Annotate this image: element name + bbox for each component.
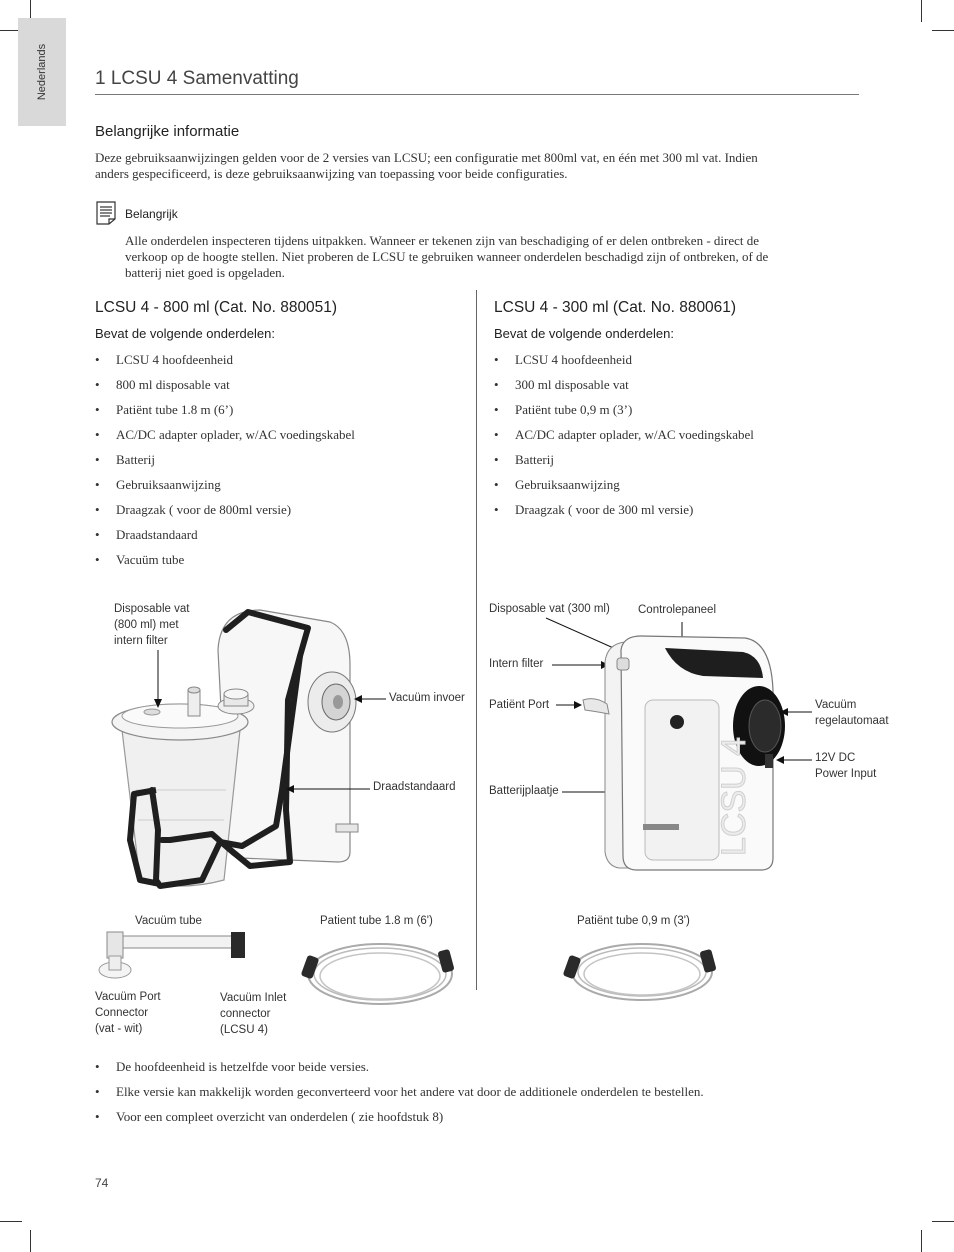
language-tab-label: Nederlands <box>36 43 48 101</box>
label-patient-tube-18: Patient tube 1.8 m (6') <box>320 915 433 927</box>
list-item: • Patiënt tube 1.8 m (6’) <box>95 402 355 427</box>
label-control-panel: Controlepaneel <box>638 604 717 616</box>
label-canister-800: Disposable vat (800 ml) met intern filter <box>114 603 190 647</box>
list-item: • AC/DC adapter oplader, w/AC voedingskabel <box>95 427 355 452</box>
label-intern-filter: Intern filter <box>489 658 544 670</box>
right-column-title: LCSU 4 - 300 ml (Cat. No. 880061) <box>494 299 737 316</box>
list-item: • Batterij <box>494 452 754 477</box>
label-inlet-connector: Vacuüm Inlet connector (LCSU 4) <box>220 992 287 1036</box>
list-item: • 800 ml disposable vat <box>95 377 355 402</box>
section-heading: Belangrijke informatie <box>95 123 240 140</box>
chapter-title: 1 LCSU 4 Samenvatting <box>95 68 299 89</box>
left-column-title: LCSU 4 - 800 ml (Cat. No. 880051) <box>95 299 338 316</box>
illustration-300ml-unit <box>595 630 795 875</box>
label-canister-300: Disposable vat (300 ml) <box>489 603 610 615</box>
page-number: 74 <box>95 1176 109 1190</box>
list-item: • De hoofdeenheid is hetzelfde voor beide versies. <box>95 1059 704 1084</box>
list-item: • Gebruiksaanwijzing <box>95 477 355 502</box>
list-item: • 300 ml disposable vat <box>494 377 754 402</box>
patient-tube-18-illustration <box>300 932 460 1012</box>
list-item: • Vacuüm tube <box>95 552 355 577</box>
list-item: • Gebruiksaanwijzing <box>494 477 754 502</box>
list-item: • Patiënt tube 0,9 m (3’) <box>494 402 754 427</box>
label-port-connector: Vacuüm Port Connector (vat - wit) <box>95 991 161 1035</box>
left-column-subtitle: Bevat de volgende onderdelen: <box>95 326 275 341</box>
label-patient-tube-09: Patiënt tube 0,9 m (3') <box>577 915 690 927</box>
patient-tube-09-illustration <box>562 932 722 1012</box>
note-line: verkoop op de hoogte stellen. Niet proberen de LCSU te gebruiken wanneer onderdelen beschadigd zijn of ontbreken, of de <box>125 249 769 264</box>
list-item: • Draadstandaard <box>95 527 355 552</box>
intro-line: Deze gebruiksaanwijzingen gelden voor de 2 versies van LCSU; een configuratie met 800ml vat, en één met 300 ml vat. Indien <box>95 150 758 165</box>
list-item: • Draagzak ( voor de 800ml versie) <box>95 502 355 527</box>
list-item: • AC/DC adapter oplader, w/AC voedingskabel <box>494 427 754 452</box>
label-vacuum-regulator: Vacuüm regelautomaat <box>815 699 889 727</box>
label-power-input: 12V DC Power Input <box>815 752 877 780</box>
label-patient-port: Patiënt Port <box>489 699 550 711</box>
list-item: • LCSU 4 hoofdeenheid <box>494 352 754 377</box>
label-vacuum-inlet: Vacuüm invoer <box>389 692 465 704</box>
note-label: Belangrijk <box>125 207 178 221</box>
label-vacuum-tube: Vacuüm tube <box>135 915 202 927</box>
list-item: • Draagzak ( voor de 300 ml versie) <box>494 502 754 527</box>
device-text: LCSU 4 <box>715 736 753 856</box>
right-column-subtitle: Bevat de volgende onderdelen: <box>494 326 674 341</box>
list-item: • LCSU 4 hoofdeenheid <box>95 352 355 377</box>
footer-list <box>95 1059 704 1134</box>
list-item: • Voor een compleet overzicht van onderdelen ( zie hoofdstuk 8) <box>95 1109 704 1134</box>
note-line: batterij niet goed is opgeladen. <box>125 265 285 280</box>
list-item: • Elke versie kan makkelijk worden geconverteerd voor het andere vat door de additionele onderdelen te bestellen. <box>95 1084 704 1109</box>
note-line: Alle onderdelen inspecteren tijdens uitpakken. Wanneer er tekenen zijn van beschadiging of er delen ontbreken - direct de <box>125 233 760 248</box>
list-item: • Batterij <box>95 452 355 477</box>
vacuum-tube-illustration <box>95 930 255 990</box>
label-wire-stand: Draadstandaard <box>373 781 456 793</box>
label-battery-plate: Batterijplaatje <box>489 785 559 797</box>
intro-line: anders gespecificeerd, is deze gebruiksaanwijzing van toepassing voor beide configuraties. <box>95 166 568 181</box>
